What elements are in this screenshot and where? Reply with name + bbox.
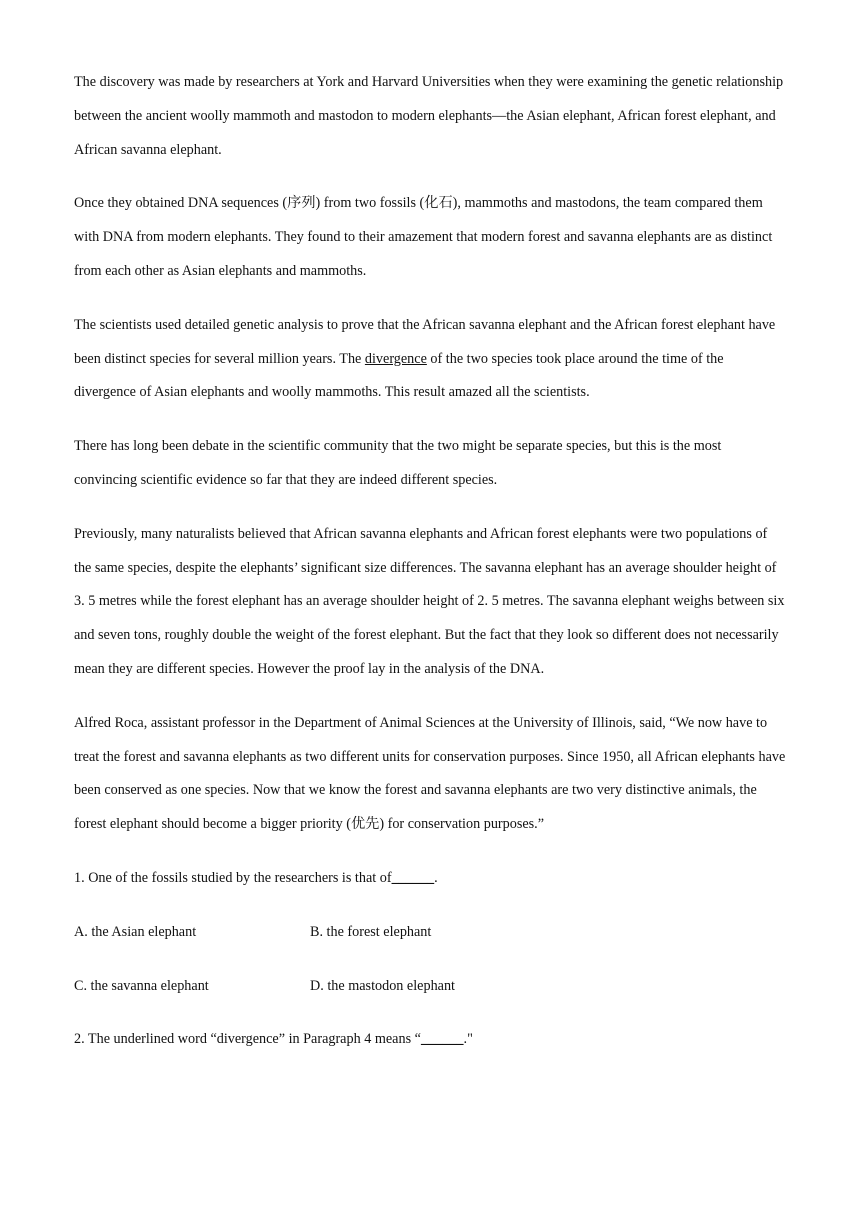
question-1-option-a: A. the Asian elephant	[74, 923, 197, 940]
paragraph-5: Previously, many naturalists believed that African savanna elephants and African forest elephants were two populations of the same species, despite the elephants’ significant size differences. The savanna elephant has an average shoulder height of 3. 5 metres while the forest elephant has an average shoulder height of 2. 5 metres. The savanna elephant weighs between six and seven tons, roughly double the weight of the forest elephant. But the fact that they look so different does not necessarily mean they are different species. However the proof lay in the analysis of the DNA.	[74, 525, 785, 677]
paragraph-1: The discovery was made by researchers at York and Harvard Universities when they were examining the genetic relationship between the ancient woolly mammoth and mastodon to modern elephants—the Asian elephant, African forest elephant, and African savanna elephant.	[74, 74, 784, 158]
question-2-blank: ______	[420, 1031, 464, 1048]
question-1-options-row-2	[74, 970, 786, 1004]
document-page	[74, 66, 786, 1077]
question-2-stem	[74, 1023, 786, 1057]
question-1-end: .	[434, 869, 438, 886]
paragraph-3	[74, 309, 786, 410]
question-2-end: ."	[463, 1031, 473, 1048]
question-2-text: 2. The underlined word “divergence” in Paragraph 4 means “	[74, 1031, 421, 1048]
question-1-option-d: D. the mastodon elephant	[310, 977, 455, 994]
paragraph-6: Alfred Roca, assistant professor in the Department of Animal Sciences at the University of Illinois, said, “We now have to treat the forest and savanna elephants as two different units for conservation purposes. Since 1950, all African elephants have been conserved as one species. Now that we know the forest and savanna elephants are two very distinctive animals, the forest elephant should become a bigger priority (优先) for conservation purposes.”	[74, 714, 786, 833]
paragraph-3-before: The scientists used detailed genetic analysis to prove that the African savanna elephant and the African forest elephant have been distinct species for several million years. The	[74, 316, 776, 367]
underlined-word-divergence: divergence	[364, 350, 427, 367]
paragraph-3-after: of the two species took place around the time of the divergence of Asian elephants and woolly mammoths. This result amazed all the scientists.	[74, 350, 724, 401]
question-1-option-c: C. the savanna elephant	[74, 977, 209, 994]
question-1-blank: ______	[391, 869, 435, 886]
question-1-options-row-1	[74, 916, 786, 950]
paragraph-2: Once they obtained DNA sequences (序列) from two fossils (化石), mammoths and mastodons, the team compared them with DNA from modern elephants. They found to their amazement that modern forest and savanna elephants are as distinct from each other as Asian elephants and mammoths.	[74, 195, 773, 279]
question-1-stem	[74, 862, 786, 896]
question-1-text: 1. One of the fossils studied by the researchers is that of	[74, 869, 392, 886]
paragraph-4: There has long been debate in the scientific community that the two might be separate species, but this is the most convincing scientific evidence so far that they are indeed different species.	[74, 438, 722, 488]
question-1-option-b: B. the forest elephant	[310, 923, 432, 940]
